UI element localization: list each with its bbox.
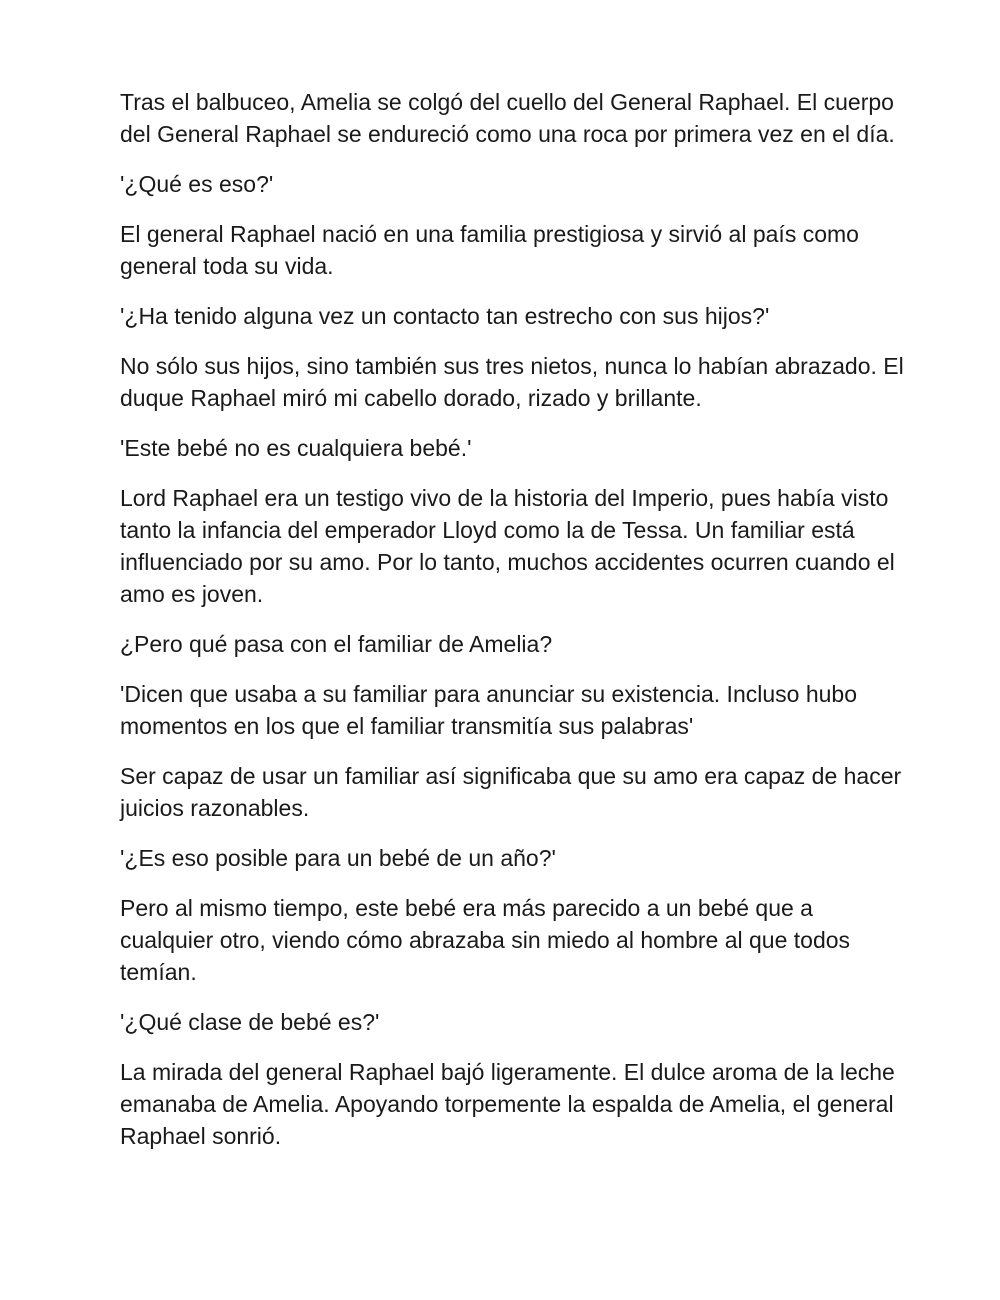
paragraph-11: '¿Es eso posible para un bebé de un año?' <box>120 845 556 871</box>
paragraph-8: ¿Pero qué pasa con el familiar de Amelia? <box>120 631 553 657</box>
paragraph-2: '¿Qué es eso?' <box>120 171 274 197</box>
paragraph-9: 'Dicen que usaba a su familiar para anunciar su existencia. Incluso hubo momentos en los que el familiar transmitía sus palabras' <box>120 681 857 739</box>
paragraph-13: '¿Qué clase de bebé es?' <box>120 1009 380 1035</box>
paragraph-6: 'Este bebé no es cualquiera bebé.' <box>120 435 472 461</box>
paragraph-1: Tras el balbuceo, Amelia se colgó del cuello del General Raphael. El cuerpo del General Raphael se endureció como una roca por primera vez en el día. <box>120 89 895 147</box>
paragraph-12: Pero al mismo tiempo, este bebé era más parecido a un bebé que a cualquier otro, viendo cómo abrazaba sin miedo al hombre al que todos temían. <box>120 895 851 985</box>
paragraph-3: El general Raphael nació en una familia prestigiosa y sirvió al país como general toda su vida. <box>120 221 859 279</box>
paragraph-14: La mirada del general Raphael bajó ligeramente. El dulce aroma de la leche emanaba de Amelia. Apoyando torpemente la espalda de Amelia, el general Raphael sonrió. <box>120 1059 895 1149</box>
document-body <box>120 86 910 1170</box>
paragraph-5: No sólo sus hijos, sino también sus tres nietos, nunca lo habían abrazado. El duque Raphael miró mi cabello dorado, rizado y brillante. <box>120 353 904 411</box>
paragraph-4: '¿Ha tenido alguna vez un contacto tan estrecho con sus hijos?' <box>120 303 770 329</box>
paragraph-7: Lord Raphael era un testigo vivo de la historia del Imperio, pues había visto tanto la infancia del emperador Lloyd como la de Tessa. Un familiar está influenciado por su amo. Por lo tanto, muchos accidentes ocurren cuando el amo es joven. <box>120 485 895 607</box>
paragraph-10: Ser capaz de usar un familiar así significaba que su amo era capaz de hacer juicios razonables. <box>120 763 902 821</box>
